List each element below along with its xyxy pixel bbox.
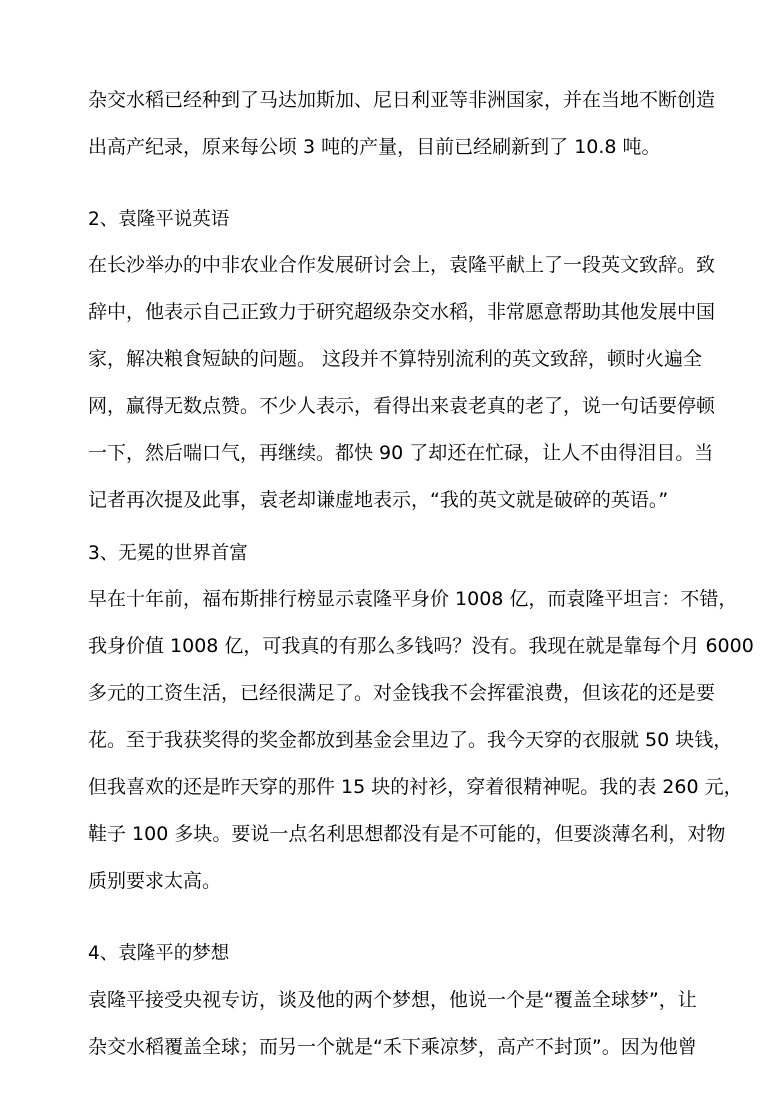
paragraph-line: 多元的工资生活，已经很满足了。对金钱我不会挥霍浪费，但该花的还是要	[88, 682, 716, 704]
paragraph-line: 早在十年前，福布斯排行榜显示袁隆平身价 1008 亿，而袁隆平坦言：不错，	[88, 588, 738, 610]
paragraph-line: 杂交水稻覆盖全球；而另一个就是“禾下乘凉梦，高产不封顶”。因为他曾	[88, 1036, 697, 1058]
paragraph-line: 辞中，他表示自己正致力于研究超级杂交水稻，非常愿意帮助其他发展中国	[88, 301, 716, 323]
paragraph-line: 在长沙举办的中非农业合作发展研讨会上，袁隆平献上了一段英文致辞。致	[88, 254, 716, 276]
paragraph-line: 家，解决粮食短缺的问题。 这段并不算特别流利的英文致辞，顿时火遍全	[88, 348, 703, 370]
paragraph-line: 出高产纪录，原来每公顷 3 吨的产量，目前已经刷新到了 10.8 吨。	[88, 136, 661, 158]
section-heading: 2、袁隆平说英语	[88, 209, 230, 230]
paragraph-line: 鞋子 100 多块。要说一点名利思想都没有是不可能的，但要淡薄名利，对物	[88, 823, 726, 845]
section-heading: 3、无冕的世界首富	[88, 543, 248, 564]
section-heading: 4、袁隆平的梦想	[88, 943, 230, 964]
paragraph-line: 花。至于我获奖得的奖金都放到基金会里边了。我今天穿的衣服就 50 块钱，	[88, 729, 733, 751]
paragraph-line: 质别要求太高。	[88, 870, 222, 892]
paragraph-line: 袁隆平接受央视专访，谈及他的两个梦想，他说一个是“覆盖全球梦”，让	[88, 989, 697, 1011]
paragraph-line: 一下，然后喘口气，再继续。都快 90 了却还在忙碌，让人不由得泪目。当	[88, 442, 714, 464]
paragraph-line: 记者再次提及此事，袁老却谦虚地表示，“我的英文就是破碎的英语。”	[88, 489, 669, 511]
paragraph-line: 杂交水稻已经种到了马达加斯加、尼日利亚等非洲国家，并在当地不断创造	[88, 89, 716, 111]
paragraph-line: 网，赢得无数点赞。不少人表示，看得出来袁老真的老了，说一句话要停顿	[88, 395, 716, 417]
paragraph-line: 但我喜欢的还是昨天穿的那件 15 块的衬衫，穿着很精神呢。我的表 260 元，	[88, 776, 743, 798]
paragraph-line: 我身价值 1008 亿，可我真的有那么多钱吗？没有。我现在就是靠每个月 6000	[88, 635, 754, 657]
